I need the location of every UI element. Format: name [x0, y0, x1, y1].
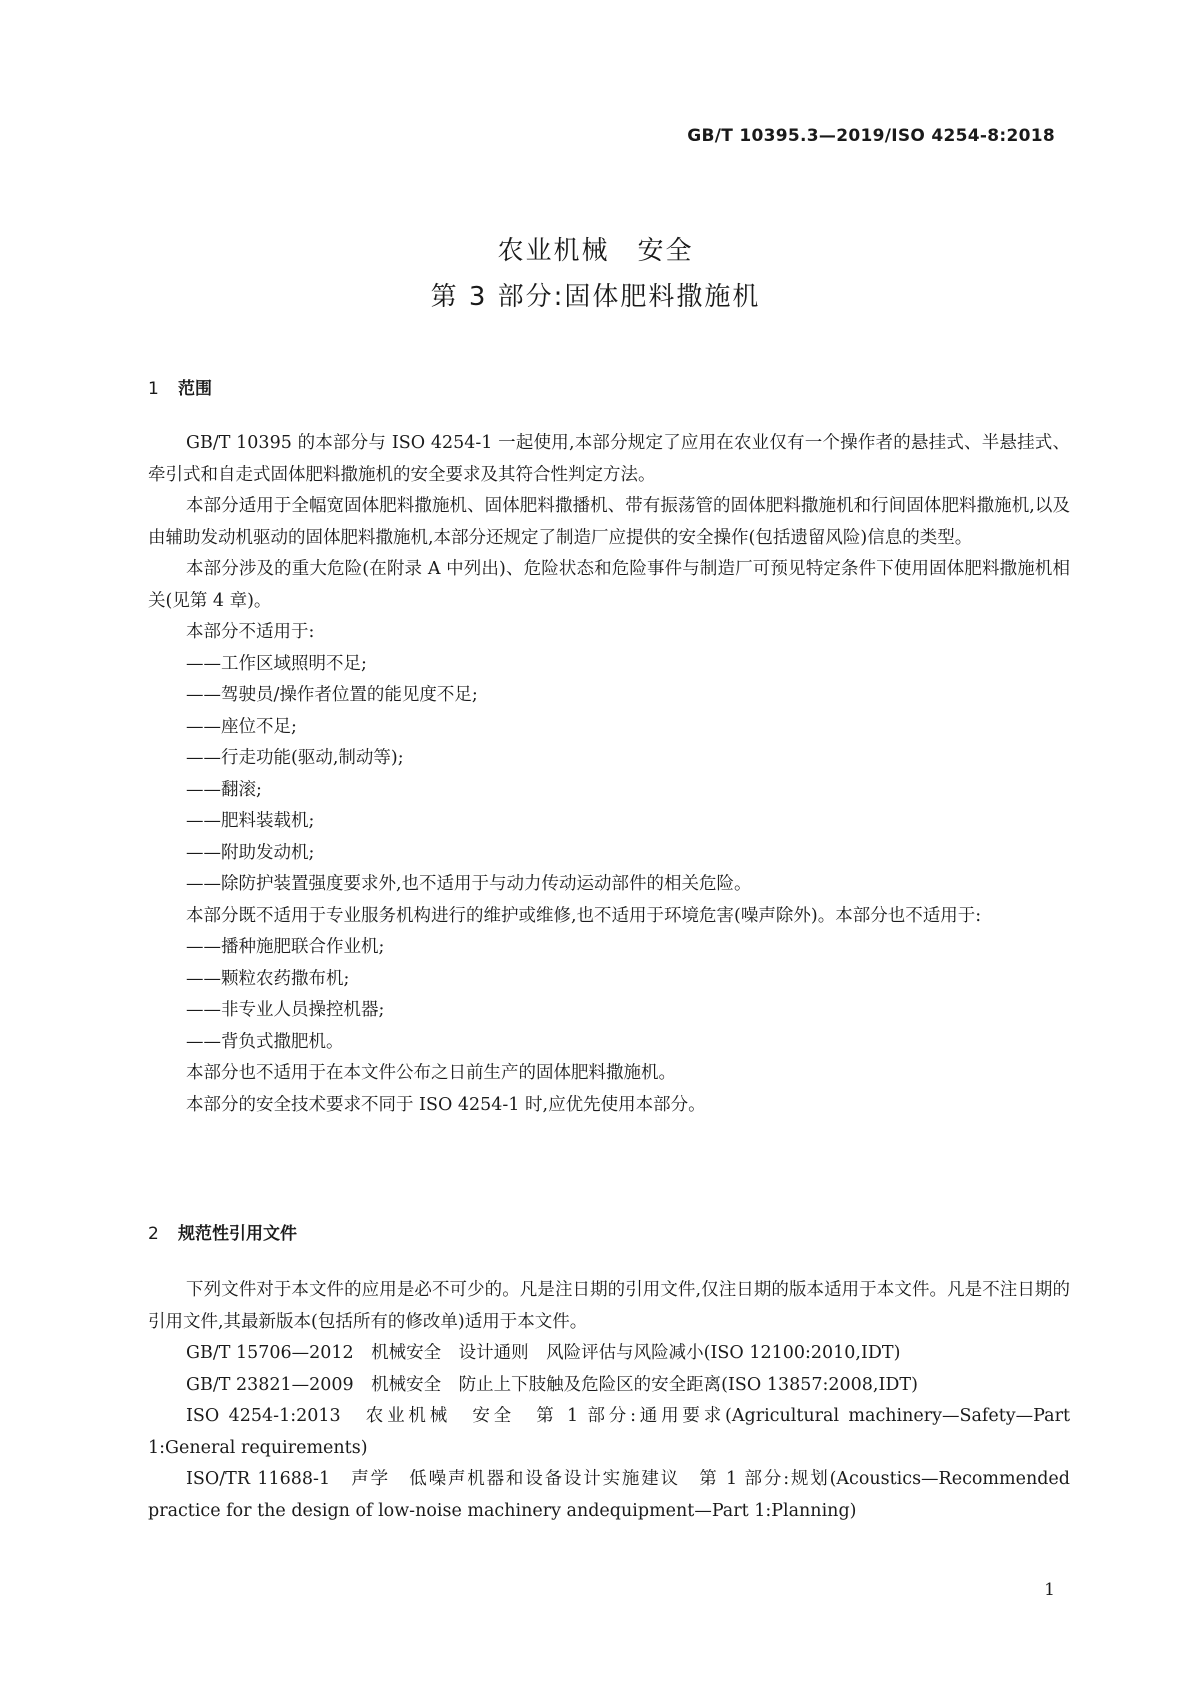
section-number: 2 — [148, 1224, 159, 1244]
section-2-body — [148, 1275, 1070, 1527]
list-item: ——播种施肥联合作业机; — [186, 937, 385, 957]
paragraph: 本部分不适用于: — [186, 622, 315, 642]
section-2-heading — [148, 1219, 297, 1244]
list-item: ——除防护装置强度要求外,也不适用于与动力传动运动部件的相关危险。 — [186, 874, 752, 894]
paragraph: 本部分适用于全幅宽固体肥料撒施机、固体肥料撒播机、带有振荡管的固体肥料撒施机和行间固体肥料撒施机,以及由辅助发动机驱动的固体肥料撒施机,本部分还规定了制造厂应提供的安全操作(包括遗留风险)信息的类型。 — [148, 496, 1070, 548]
paragraph: 本部分也不适用于在本文件公布之日前生产的固体肥料撒施机。 — [186, 1063, 676, 1083]
paragraph: GB/T 10395 的本部分与 ISO 4254-1 一起使用,本部分规定了应用在农业仅有一个操作者的悬挂式、半悬挂式、牵引式和自走式固体肥料撒施机的安全要求及其符合性判定方法。 — [148, 433, 1070, 485]
list-item: ——座位不足; — [186, 716, 297, 737]
reference-item: GB/T 15706—2012 机械安全 设计通则 风险评估与风险减小(ISO 12100:2010,IDT) — [186, 1343, 901, 1363]
section-number: 1 — [148, 379, 159, 399]
paragraph: 本部分的安全技术要求不同于 ISO 4254-1 时,应优先使用本部分。 — [186, 1094, 706, 1115]
reference-item: ISO/TR 11688-1 声学 低噪声机器和设备设计实施建议 第 1 部分:规划(Acoustics—Recommended practice for the design of low-noise machinery andequipment—Part 1:Planning) — [148, 1469, 1070, 1521]
page-number: 1 — [1044, 1580, 1055, 1600]
list-item: ——颗粒农药撒布机; — [186, 968, 350, 989]
list-item: ——肥料装载机; — [186, 811, 315, 831]
reference-item: ISO 4254-1:2013 农业机械 安全 第 1 部分:通用要求(Agricultural machinery—Safety—Part 1:General requirements) — [148, 1406, 1070, 1458]
list-item: ——工作区域照明不足; — [186, 653, 367, 674]
section-1-body — [148, 428, 1070, 1121]
document-title-line2: 第 3 部分:固体肥料撒施机 — [430, 282, 761, 312]
paragraph: 本部分涉及的重大危险(在附录 A 中列出)、危险状态和危险事件与制造厂可预见特定条件下使用固体肥料撒施机相关(见第 4 章)。 — [148, 559, 1070, 611]
list-item: ——背负式撒肥机。 — [186, 1031, 344, 1052]
standard-code: GB/T 10395.3—2019/ISO 4254-8:2018 — [687, 126, 1055, 146]
document-title-line1: 农业机械 安全 — [497, 236, 694, 266]
list-item: ——附助发动机; — [186, 842, 315, 863]
reference-item: GB/T 23821—2009 机械安全 防止上下肢触及危险区的安全距离(ISO 13857:2008,IDT) — [186, 1374, 918, 1395]
section-1-heading — [148, 374, 212, 399]
list-item: ——行走功能(驱动,制动等); — [186, 748, 404, 768]
list-item: ——非专业人员操控机器; — [186, 1000, 385, 1020]
section-title: 范围 — [178, 379, 212, 399]
list-item: ——驾驶员/操作者位置的能见度不足; — [186, 685, 478, 705]
paragraph: 下列文件对于本文件的应用是必不可少的。凡是注日期的引用文件,仅注日期的版本适用于本文件。凡是不注日期的引用文件,其最新版本(包括所有的修改单)适用于本文件。 — [148, 1280, 1070, 1332]
section-title: 规范性引用文件 — [178, 1224, 297, 1244]
list-item: ——翻滚; — [186, 779, 262, 800]
paragraph: 本部分既不适用于专业服务机构进行的维护或维修,也不适用于环境危害(噪声除外)。本部分也不适用于: — [186, 905, 982, 926]
